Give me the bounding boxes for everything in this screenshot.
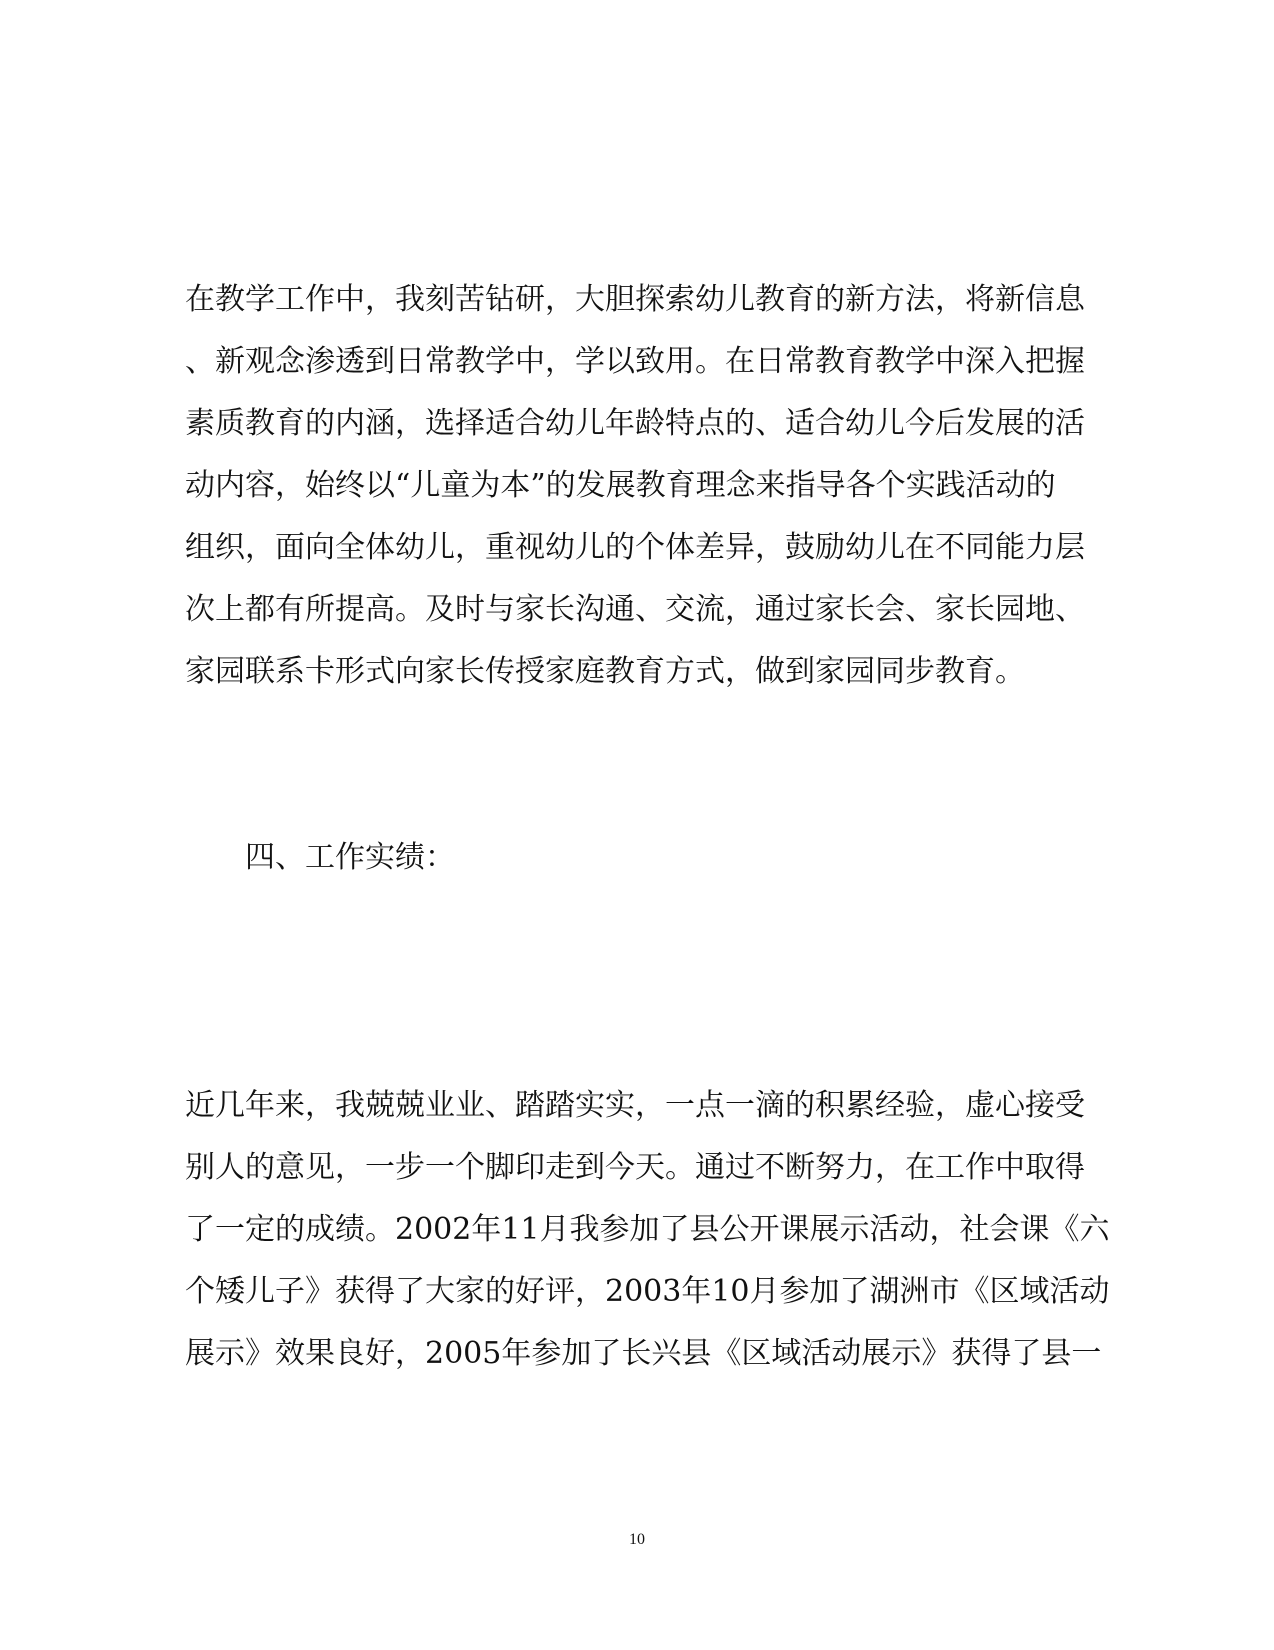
page-number: 10 [629,1531,645,1548]
paragraph-1-line-5: 组织，面向全体幼儿，重视幼儿的个体差异，鼓励幼儿在不同能力层 [185,530,1085,565]
paragraph-1-line-3: 素质教育的内涵，选择适合幼儿年龄特点的、适合幼儿今后发展的活 [185,406,1085,441]
paragraph-1-line-1: 在教学工作中，我刻苦钻研，大胆探索幼儿教育的新方法，将新信息 [185,282,1085,317]
paragraph-2-line-4: 个矮儿子》获得了大家的好评，2003年10月参加了湖洲市《区域活动 [185,1274,1110,1309]
paragraph-2-line-3: 了一定的成绩。2002年11月我参加了县公开课展示活动，社会课《六 [185,1212,1110,1247]
paragraph-1-line-7: 家园联系卡形式向家长传授家庭教育方式，做到家园同步教育。 [185,654,1025,689]
paragraph-1-line-6: 次上都有所提高。及时与家长沟通、交流，通过家长会、家长园地、 [185,592,1085,627]
section-heading: 四、工作实绩： [245,840,455,875]
paragraph-2-line-2: 别人的意见，一步一个脚印走到今天。通过不断努力，在工作中取得 [185,1150,1085,1185]
paragraph-1-line-2: 、新观念渗透到日常教学中，学以致用。在日常教育教学中深入把握 [185,344,1085,379]
paragraph-2-line-1: 近几年来，我兢兢业业、踏踏实实，一点一滴的积累经验，虚心接受 [185,1088,1085,1123]
paragraph-1-line-4: 动内容，始终以“儿童为本”的发展教育理念来指导各个实践活动的 [185,468,1056,503]
paragraph-2-line-5: 展示》效果良好，2005年参加了长兴县《区域活动展示》获得了县一 [185,1336,1102,1371]
